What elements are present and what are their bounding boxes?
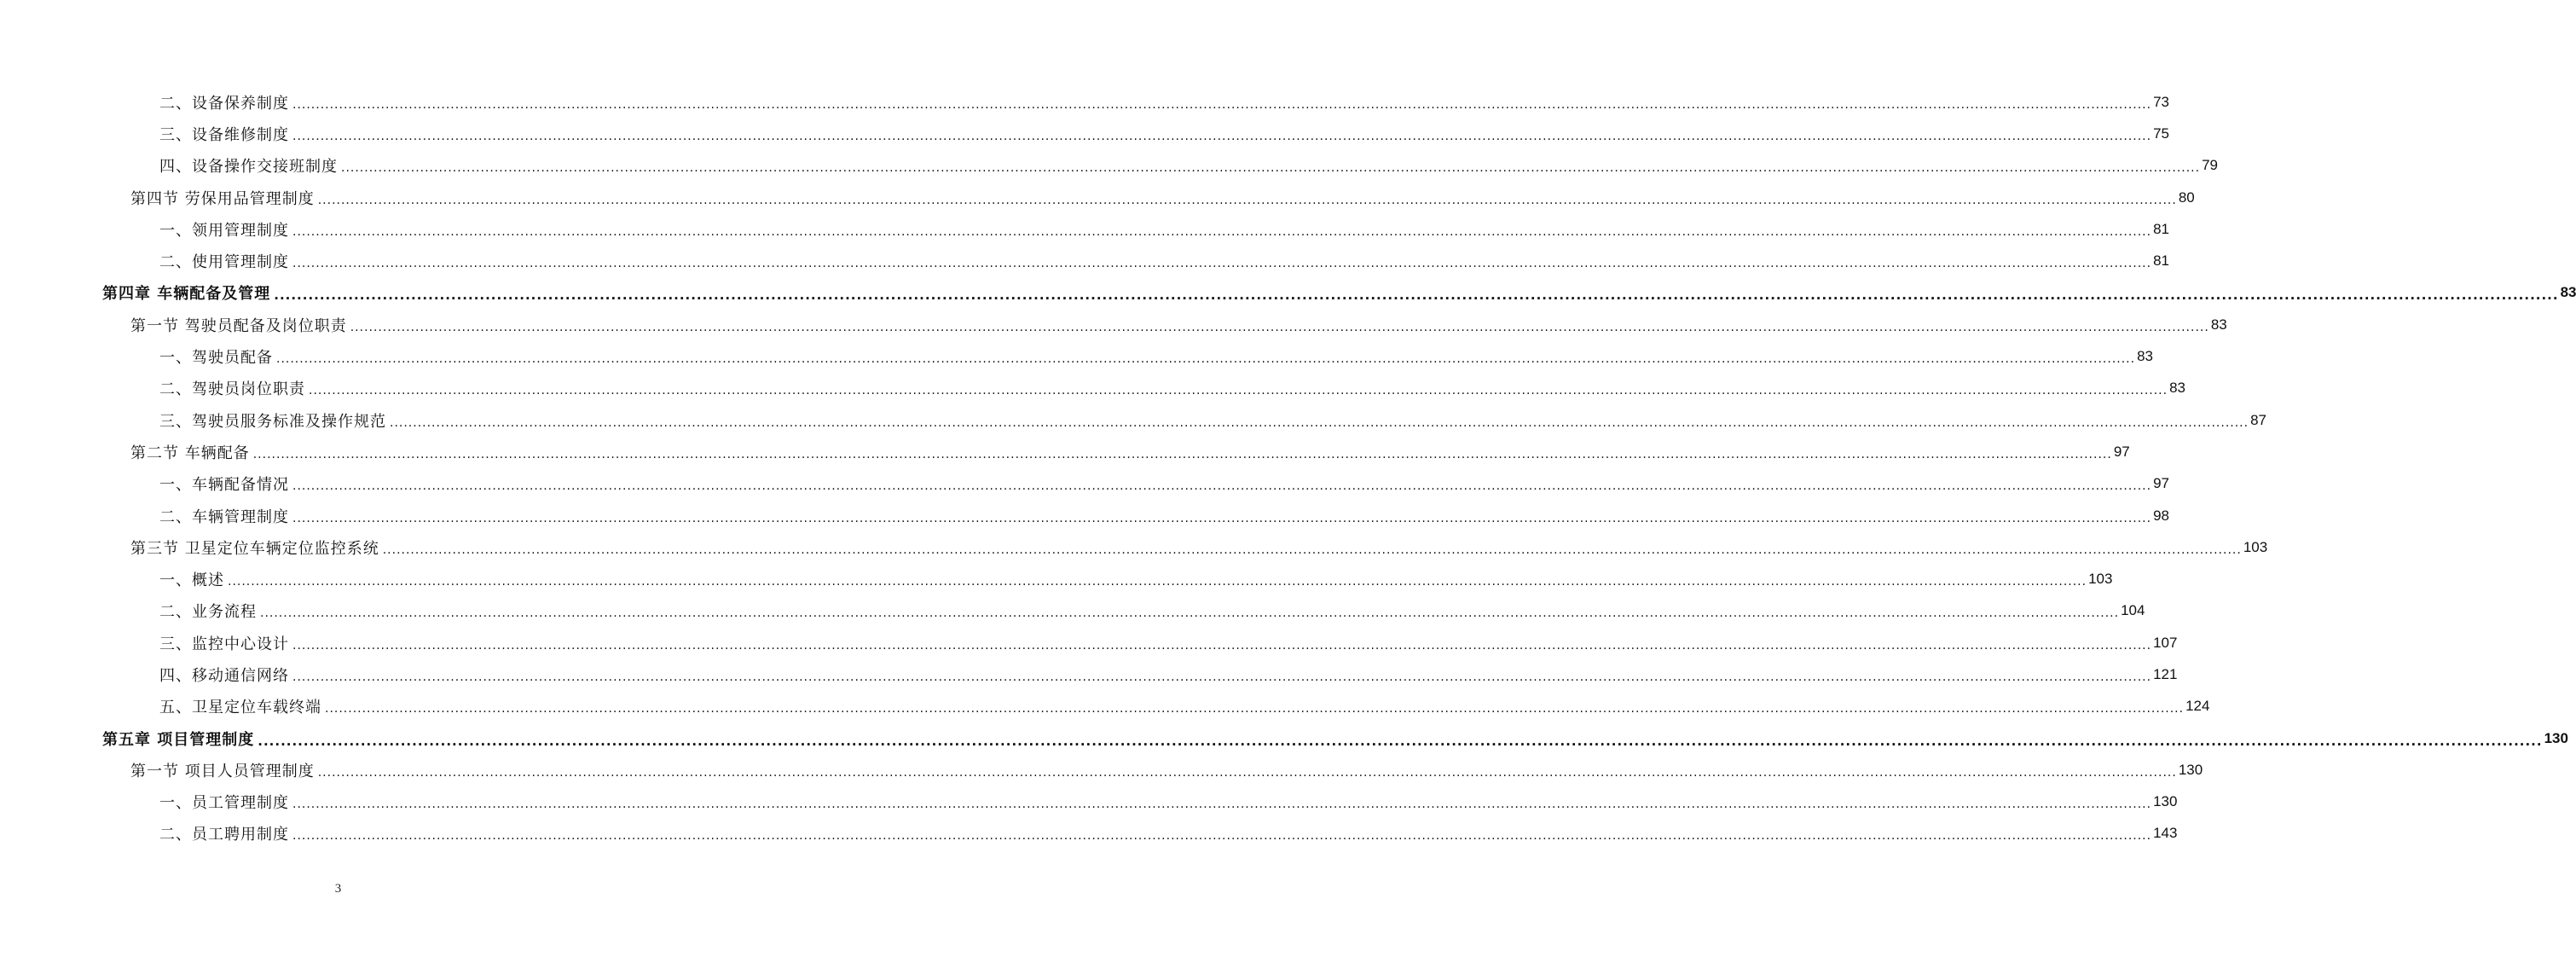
- toc-entry-item[interactable]: [0, 373, 2185, 404]
- toc-entry-label: 五、卫星定位车载终端: [159, 699, 321, 717]
- toc-entry-content: [159, 218, 2169, 241]
- toc-entry-section[interactable]: [0, 436, 2130, 467]
- toc-entry-page: 130: [2178, 761, 2203, 778]
- toc-entry-section[interactable]: [0, 182, 2195, 213]
- toc-entry-page: 97: [2113, 443, 2130, 460]
- toc-entry-page: 130: [2544, 729, 2568, 746]
- toc-entry-label: 四、移动通信网络: [159, 666, 289, 685]
- toc-entry-page: 143: [2153, 825, 2178, 842]
- toc-entry-label: 第二节 车辆配备: [130, 444, 250, 462]
- toc-entry-page: 81: [2153, 252, 2169, 270]
- toc-entry-content: [159, 632, 2178, 654]
- toc-entry-section[interactable]: [0, 309, 2227, 340]
- toc-entry-page: 130: [2153, 793, 2178, 810]
- toc-leader-dots: ................................................................................................................................................................................................................................................................................................................................................................................................................: [260, 606, 2120, 621]
- toc-entry-page: 104: [2121, 602, 2145, 619]
- toc-entry-page: 98: [2153, 507, 2169, 524]
- toc-leader-dots: ................................................................................................................................................................................................................................................................................................................................................................................................................: [309, 384, 2168, 398]
- toc-entry-label: 二、使用管理制度: [159, 253, 289, 272]
- toc-leader-dots: ................................................................................................................................................................................................................................................................................................................................................................................................................: [292, 670, 2152, 684]
- toc-entry-content: [159, 345, 2153, 368]
- toc-entry-label: 第一节 驾驶员配备及岗位职责: [130, 316, 347, 335]
- toc-entry-page: 73: [2153, 93, 2169, 110]
- toc-entry-content: [130, 187, 2195, 209]
- toc-entry-content: [159, 568, 2113, 590]
- toc-entry-item[interactable]: [0, 150, 2218, 182]
- toc-entry-item[interactable]: [0, 786, 2178, 818]
- toc-entry-label: 一、领用管理制度: [159, 221, 289, 240]
- toc-entry-item[interactable]: [0, 213, 2169, 245]
- toc-leader-dots: ................................................................................................................................................................................................................................................................................................................................................................................................................: [350, 320, 2209, 334]
- toc-entry-section[interactable]: [0, 531, 2268, 563]
- toc-entry-chapter[interactable]: [0, 722, 2568, 754]
- toc-leader-dots: ................................................................................................................................................................................................................................................................................................................................................................................................................: [228, 575, 2087, 589]
- toc-entry-label: 三、设备维修制度: [159, 125, 289, 144]
- toc-entry-label: 一、概述: [159, 571, 224, 590]
- toc-entry-content: [130, 759, 2203, 781]
- toc-entry-content: [159, 409, 2266, 432]
- toc-entry-label: 第一节 项目人员管理制度: [130, 762, 315, 780]
- toc-leader-dots: ................................................................................................................................................................................................................................................................................................................................................................................................................: [292, 479, 2152, 494]
- toc-entry-label: 三、驾驶员服务标准及操作规范: [159, 412, 386, 431]
- toc-entry-item[interactable]: [0, 595, 2145, 627]
- toc-entry-page: 103: [2088, 571, 2113, 588]
- toc-entry-label: 一、驾驶员配备: [159, 349, 273, 368]
- toc-entry-item[interactable]: [0, 340, 2153, 372]
- toc-leader-dots: ................................................................................................................................................................................................................................................................................................................................................................................................................: [292, 129, 2152, 143]
- toc-entry-item[interactable]: [0, 404, 2266, 436]
- toc-entry-page: 97: [2153, 475, 2169, 492]
- toc-entry-label: 四、设备操作交接班制度: [159, 158, 338, 177]
- toc-entry-label: 三、监控中心设计: [159, 635, 289, 653]
- toc-entry-content: [159, 822, 2178, 844]
- toc-leader-dots: ................................................................................................................................................................................................................................................................................................................................................................................................................: [276, 352, 2136, 367]
- page-number: 3: [334, 882, 342, 896]
- toc-leader-dots: ................................................................................................................................................................................................................................................................................................................................................................................................................: [325, 702, 2185, 716]
- toc-entry-content: [102, 728, 2568, 750]
- toc-entry-content: [159, 791, 2178, 813]
- toc-entry-item[interactable]: [0, 691, 2210, 722]
- toc-entry-content: [159, 695, 2210, 717]
- toc-entry-chapter[interactable]: [0, 277, 2576, 309]
- toc-entry-content: [159, 123, 2169, 145]
- toc-entry-item[interactable]: [0, 818, 2178, 850]
- toc-entry-label: 第五章 项目管理制度: [102, 730, 255, 749]
- toc-entry-content: [159, 664, 2178, 686]
- toc-entry-page: 81: [2153, 220, 2169, 237]
- toc-entry-content: [102, 281, 2576, 304]
- toc-entry-label: 第三节 卫星定位车辆定位监控系统: [130, 539, 379, 558]
- toc-entry-page: 107: [2153, 634, 2178, 651]
- toc-entry-page: 79: [2202, 157, 2218, 174]
- toc-entry-content: [159, 505, 2169, 527]
- toc-entry-label: 一、车辆配备情况: [159, 476, 289, 495]
- toc-entry-item[interactable]: [0, 468, 2169, 500]
- toc-leader-dots: ................................................................................................................................................................................................................................................................................................................................................................................................................: [317, 765, 2177, 780]
- toc-entry-content: [159, 154, 2218, 177]
- toc-entry-label: 第四节 劳保用品管理制度: [130, 189, 315, 208]
- toc-entry-item[interactable]: [0, 500, 2169, 531]
- toc-leader-dots: ................................................................................................................................................................................................................................................................................................................................................................................................................: [292, 798, 2152, 812]
- toc-entry-item[interactable]: [0, 118, 2169, 149]
- toc-entry-content: [130, 314, 2227, 336]
- toc-leader-dots: ................................................................................................................................................................................................................................................................................................................................................................................................................: [317, 193, 2177, 207]
- toc-entry-label: 二、设备保养制度: [159, 94, 289, 113]
- toc-entry-item[interactable]: [0, 658, 2178, 690]
- toc-leader-dots: ................................................................................................................................................................................................................................................................................................................................................................................................................: [292, 829, 2152, 844]
- toc-entry-label: 二、业务流程: [159, 603, 257, 622]
- toc-entry-page: 121: [2153, 665, 2178, 682]
- toc-entry-item[interactable]: [0, 245, 2169, 276]
- toc-leader-dots: ................................................................................................................................................................................................................................................................................................................................................................................................................: [292, 257, 2152, 271]
- toc-leader-dots: ................................................................................................................................................................................................................................................................................................................................................................................................................: [274, 287, 2559, 304]
- toc-entry-content: [159, 250, 2169, 272]
- toc-entry-content: [159, 600, 2145, 622]
- toc-entry-page: 80: [2178, 188, 2195, 206]
- toc-entry-item[interactable]: [0, 563, 2113, 594]
- toc-entry-label: 二、车辆管理制度: [159, 508, 289, 526]
- toc-entry-page: 83: [2210, 316, 2227, 333]
- toc-entry-section[interactable]: [0, 754, 2203, 786]
- toc-leader-dots: ................................................................................................................................................................................................................................................................................................................................................................................................................: [292, 638, 2152, 652]
- toc-entry-page: 75: [2153, 125, 2169, 142]
- toc-leader-dots: ................................................................................................................................................................................................................................................................................................................................................................................................................: [292, 224, 2152, 239]
- table-of-contents: [0, 86, 2576, 850]
- toc-entry-label: 二、员工聘用制度: [159, 826, 289, 844]
- toc-leader-dots: ................................................................................................................................................................................................................................................................................................................................................................................................................: [292, 511, 2152, 525]
- toc-entry-content: [159, 377, 2185, 399]
- toc-leader-dots: ................................................................................................................................................................................................................................................................................................................................................................................................................: [341, 161, 2201, 176]
- toc-entry-content: [130, 536, 2268, 559]
- toc-entry-label: 二、驾驶员岗位职责: [159, 380, 305, 399]
- toc-leader-dots: ................................................................................................................................................................................................................................................................................................................................................................................................................: [390, 415, 2249, 430]
- toc-leader-dots: ................................................................................................................................................................................................................................................................................................................................................................................................................: [252, 447, 2112, 461]
- toc-entry-page: 83: [2169, 380, 2185, 397]
- toc-entry-label: 一、员工管理制度: [159, 794, 289, 813]
- toc-entry-label: 第四章 车辆配备及管理: [102, 285, 271, 304]
- toc-entry-content: [159, 91, 2169, 113]
- toc-entry-item[interactable]: [0, 627, 2178, 658]
- toc-leader-dots: ................................................................................................................................................................................................................................................................................................................................................................................................................: [382, 542, 2242, 557]
- toc-entry-content: [130, 441, 2130, 463]
- toc-entry-page: 87: [2250, 411, 2266, 428]
- toc-entry-page: 83: [2137, 348, 2153, 365]
- toc-entry-page: 83: [2560, 284, 2576, 301]
- toc-leader-dots: ................................................................................................................................................................................................................................................................................................................................................................................................................: [292, 97, 2152, 112]
- toc-leader-dots: ................................................................................................................................................................................................................................................................................................................................................................................................................: [258, 733, 2543, 749]
- toc-entry-page: 124: [2185, 698, 2210, 715]
- toc-entry-page: 103: [2243, 538, 2268, 555]
- toc-entry-item[interactable]: [0, 86, 2169, 118]
- toc-entry-content: [159, 473, 2169, 495]
